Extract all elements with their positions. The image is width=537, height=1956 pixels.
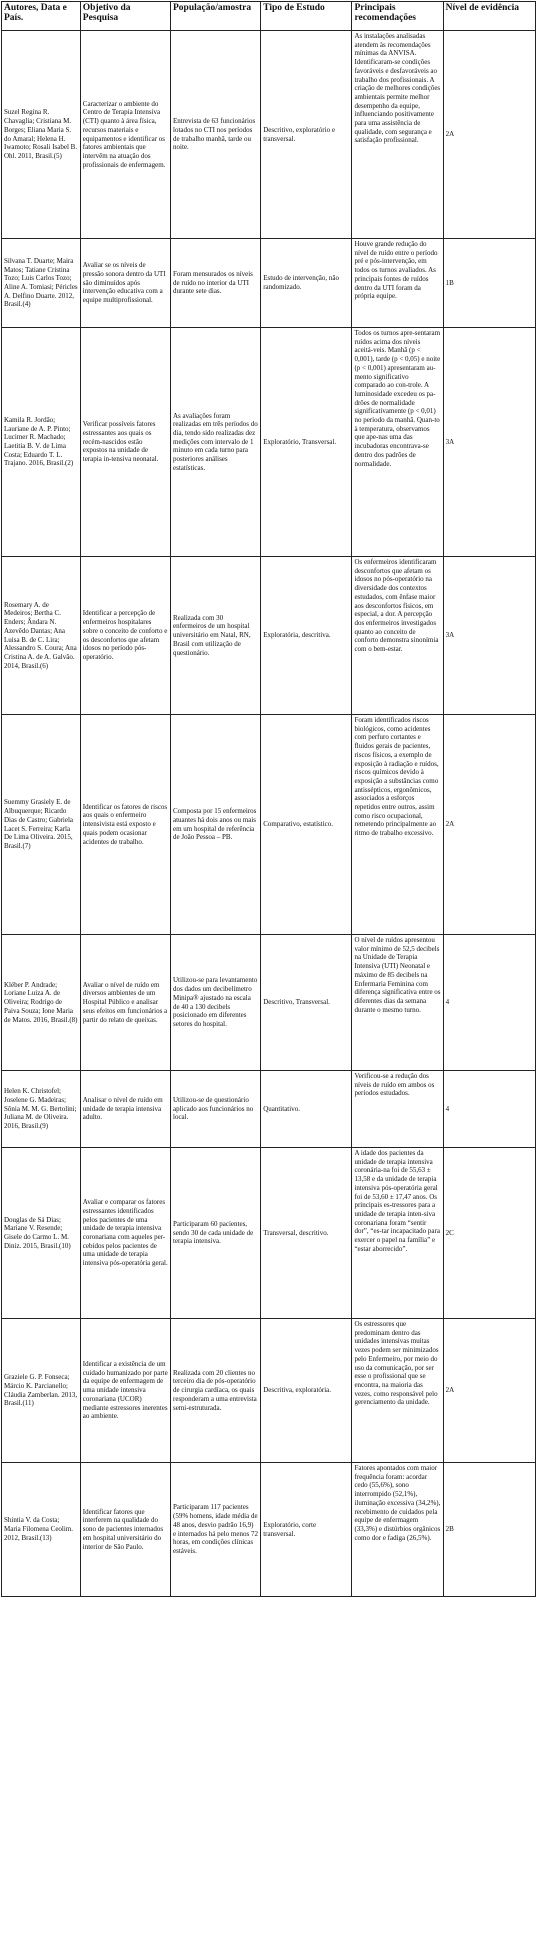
cell-objective: Identificar os fatores de riscos aos quais o enfermeiro intensivista está exposto e quais podem ocasionar acidentes de trabalho. <box>80 715 170 935</box>
cell-population: Participaram 60 pacientes, sendo 30 de cada unidade de terapia intensiva. <box>171 1148 261 1319</box>
cell-objective: Identificar a existência de um cuidado humanizado por parte da equipe de enfermagem de uma unidade intensiva coronariana (UCOR) mediante estressores inerentes ao ambiente. <box>80 1319 170 1463</box>
cell-recommendations: Verificou-se a redução dos níveis de ruído em ambos os períodos estudados. <box>352 1071 443 1148</box>
cell-study-type: Exploratório, Transversal. <box>261 328 352 557</box>
cell-recommendations: A idade dos pacientes da unidade de terapia intensiva coronária-na foi de 55,63 ± 13,58 e da unidade de terapia intensiva pós-operatória geral foi de 53,60 ± 17,47 anos. Os principais es-tressores para a unidade de terapia inten-siva coronariana foram “sentir dor”, “es-tar incapacitado para exercer o papel na família” e “estar aborrecido”. <box>352 1148 443 1319</box>
cell-objective: Avaliar e comparar os fatores estressantes identificados pelos pacientes de uma unidade de terapia intensiva coronariana com aqueles per-cebidos pelos pacientes de uma unidade de terapia intensiva pós-operatória geral. <box>80 1148 170 1319</box>
table-row <box>2 1071 536 1148</box>
table-row <box>2 1463 536 1597</box>
cell-study-type: Comparativo, estatístico. <box>261 715 352 935</box>
cell-population: Utilizou-se para levantamento dos dados um decibelímetro Minipa® ajustado na escala de 40 a 130 decibels posicionado em diferentes setores do hospital. <box>171 935 261 1071</box>
cell-recommendations: Fatores apontados com maior frequência foram: acordar cedo (55,6%), sono interrompido (52,1%), iluminação excessiva (34,2%), recebimento de cuidados pela equipe de enfermagem (33,3%) e distúrbios orgânicos como dor e fadiga (26,5%). <box>352 1463 443 1597</box>
cell-recommendations: Foram identificados riscos biológicos, como acidentes com perfuro cortantes e fluidos gerais de pacientes, riscos físicos, a exemplo de exposição à radiação e ruídos, riscos químicos devido à exposição a substâncias como antissépticos, ergonômicos, associados a esforços repetidos entre outros, assim como risco ocupacional, remetendo principalmente ao ritmo de trabalho excessivo. <box>352 715 443 935</box>
table-row <box>2 557 536 715</box>
cell-population: Foram mensurados os níveis de ruído no interior da UTI durante sete dias. <box>171 239 261 328</box>
cell-objective: Avaliar se os níveis de pressão sonora dentro da UTI são diminuídos após intervenção educativa com a equipe multiprofissional. <box>80 239 170 328</box>
header-recommendations: Principais recomendações <box>352 2 443 31</box>
cell-evidence-level: 1B <box>443 239 535 328</box>
cell-authors: Silvana T. Duarte; Maira Matos; Tatiane Cristina Tozo; Luis Carlos Tozo; Aline A. Tomiasi; Péricles A. Delfino Duarte. 2012, Brasil.(4) <box>2 239 81 328</box>
cell-recommendations: O nível de ruídos apresentou valor mínimo de 52,5 decibels na Unidade de Terapia Intensiva (UTI) Neonatal e máximo de 85 decibels na Enfermaria Feminina com diferença significativa entre os diferentes dias da semana durante o mesmo turno. <box>352 935 443 1071</box>
cell-objective: Avaliar o nível de ruído em diversos ambientes de um Hospital Público e analisar seus efeitos em funcionários a partir do relato de queixas. <box>80 935 170 1071</box>
cell-study-type: Quantitativo. <box>261 1071 352 1148</box>
cell-recommendations: As instalações analisadas atendem às recomendações mínimas da ANVISA. Identificaram-se condições favoráveis e desfavoráveis ao trabalho dos profissionais. A criação de melhores condições ambientais permite melhor desempenho da equipe, influenciando positivamente para uma assistência de qualidade, com segurança e satisfação profissional. <box>352 31 443 239</box>
cell-authors: Kléber P. Andrade; Loriane Luiza A. de Oliveira; Rodrigo de Paiva Souza; Ione Maria de Matos. 2016, Brasil.(8) <box>2 935 81 1071</box>
cell-evidence-level: 4 <box>443 935 535 1071</box>
header-row <box>2 2 536 31</box>
review-table-container <box>1 1 536 1597</box>
cell-population: Realizada com 30 enfermeiros de um hospital universitário em Natal, RN, Brasil com utilização de questionário. <box>171 557 261 715</box>
table-row <box>2 31 536 239</box>
literature-review-table <box>1 1 536 1597</box>
cell-study-type: Descritiva, exploratória. <box>261 1319 352 1463</box>
cell-evidence-level: 3A <box>443 328 535 557</box>
cell-evidence-level: 3A <box>443 557 535 715</box>
table-row <box>2 715 536 935</box>
table-row <box>2 935 536 1071</box>
cell-recommendations: Os enfermeiros identificaram desconfortos que afetam os idosos no pós-operatório na diversidade dos contextos estudados, com ênfase maior aos desconfortos físicos, em especial, a dor. A percepção dos enfermeiros investigados quanto ao conceito de conforto demonstra sinonímia com o bem-estar. <box>352 557 443 715</box>
cell-authors: Graziele G. P. Fonseca; Márcio K. Parcianello; Cláudia Zamberlan. 2013, Brasil.(11) <box>2 1319 81 1463</box>
cell-objective: Identificar fatores que interferem na qualidade do sono de pacientes internados em hospital universitário do interior de São Paulo. <box>80 1463 170 1597</box>
cell-authors: Kamila R. Jordão; Lauriane de A. P. Pinto; Lucimer R. Machado; Laetitia B. V. de Lima Costa; Eduardo T. L. Trajano. 2016, Brasil.(2) <box>2 328 81 557</box>
cell-recommendations: Houve grande redução do nível de ruído entre o período pré e pós-intervenção, em todos os turnos avaliados. As principais fontes de ruídos dentro da UTI foram da própria equipe. <box>352 239 443 328</box>
cell-authors: Helen K. Christofel; Joselene G. Madeiras; Sônia M. M. G. Bertolini; Juliana M. de Oliveira. 2016, Brasil.(9) <box>2 1071 81 1148</box>
cell-population: Realizada com 20 clientes no terceiro dia de pós-operatório de cirurgia cardíaca, os quais responderam a uma entrevista semi-estruturada. <box>171 1319 261 1463</box>
table-row <box>2 239 536 328</box>
cell-study-type: Descritivo, Transversal. <box>261 935 352 1071</box>
cell-recommendations: Os estressores que predominam dentro das unidades intensivas muitas vezes podem ser minimizados pelo Enfermeiro, por meio do uso da comunicação, por ser esse o profissional que se encontra, na maioria das vezes, como responsável pelo gerenciamento da unidade. <box>352 1319 443 1463</box>
cell-objective: Analisar o nível de ruído em unidade de terapia intensiva adulto. <box>80 1071 170 1148</box>
table-row <box>2 1148 536 1319</box>
cell-study-type: Descritivo, exploratório e transversal. <box>261 31 352 239</box>
table-row <box>2 328 536 557</box>
cell-objective: Caracterizar o ambiente do Centro de Terapia Intensiva (CTI) quanto à área física, recursos materiais e equipamentos e identificar os fatores ambientais que intervêm na atuação dos profissionais de enfermagem. <box>80 31 170 239</box>
cell-authors: Suemmy Grasiely E. de Albuquerque; Ricardo Dias de Castro; Gabriela Lacet S. Ferreira; Karla De Lima Oliveira. 2015, Brasil.(7) <box>2 715 81 935</box>
cell-study-type: Exploratória, descritiva. <box>261 557 352 715</box>
cell-authors: Rosemary A. de Medeiros; Bertha C. Enders; Ândara N. Azevêdo Dantas; Ana Luisa B. de C. Lira; Alessandro S. Coura; Ana Cristina A. de A. Galvão. 2014, Brasil.(6) <box>2 557 81 715</box>
cell-evidence-level: 2A <box>443 31 535 239</box>
header-objective: Objetivo da Pesquisa <box>80 2 170 31</box>
cell-population: As avaliações foram realizadas em três períodos do dia, tendo sido realizadas dez medições com intervalo de 1 minuto em cada turno para posteriores análises estatísticas. <box>171 328 261 557</box>
cell-evidence-level: 2C <box>443 1148 535 1319</box>
header-evidence-level: Nível de evidência <box>443 2 535 31</box>
table-row <box>2 1319 536 1463</box>
cell-study-type: Exploratório, corte transversal. <box>261 1463 352 1597</box>
cell-authors: Douglas de Sá Dias; Mariane V. Resende; Gisele do Carmo L. M. Diniz. 2015, Brasil.(10) <box>2 1148 81 1319</box>
cell-authors: Suzel Regina R. Chavaglia; Cristiana M. Borges; Eliana Maria S. do Amaral; Helena H. Iwamoto; Rosali Isabel B. Ohl. 2011, Brasil.(5) <box>2 31 81 239</box>
header-population: População/amostra <box>171 2 261 31</box>
header-study-type: Tipo de Estudo <box>261 2 352 31</box>
cell-evidence-level: 2A <box>443 715 535 935</box>
cell-population: Entrevista de 63 funcionários lotados no CTI nos períodos de trabalho manhã, tarde ou noite. <box>171 31 261 239</box>
cell-objective: Identificar a percepção de enfermeiros hospitalares sobre o conceito de conforto e os desconfortos que afetam idosos no período pós-operatório. <box>80 557 170 715</box>
header-authors: Autores, Data e País. <box>2 2 81 31</box>
cell-evidence-level: 4 <box>443 1071 535 1148</box>
cell-objective: Verificar possíveis fatores estressantes aos quais os recém-nascidos estão expostos na unidade de terapia in-tensiva neonatal. <box>80 328 170 557</box>
cell-evidence-level: 2A <box>443 1319 535 1463</box>
cell-study-type: Transversal, descritivo. <box>261 1148 352 1319</box>
cell-population: Composta por 15 enfermeiros atuantes há dois anos ou mais em um hospital de referência de João Pessoa – PB. <box>171 715 261 935</box>
cell-population: Participaram 117 pacientes (59% homens, idade média de 48 anos, desvio padrão 16,9) e internados há pelo menos 72 horas, em condições clínicas estáveis. <box>171 1463 261 1597</box>
cell-authors: Shintia V. da Costa; Maria Filomena Ceolim. 2012, Brasil.(13) <box>2 1463 81 1597</box>
cell-recommendations: Todos os turnos apre-sentaram ruídos acima dos níveis aceitá-veis. Manhã (p < 0,001), tarde (p < 0,05) e noite (p < 0,001) apresentaram au-mento significativo comparado ao con-trole. A luminosidade excedeu os pa-drões de normalidade significativamente (p < 0,01) no período da manhã. Quan-to à temperatura, observamos que ape-nas uma das incubadoras encontrava-se dentro dos padrões de normalidade. <box>352 328 443 557</box>
cell-study-type: Estudo de intervenção, não randomizado. <box>261 239 352 328</box>
cell-evidence-level: 2B <box>443 1463 535 1597</box>
cell-population: Utilizou-se de questionário aplicado aos funcionários no local. <box>171 1071 261 1148</box>
